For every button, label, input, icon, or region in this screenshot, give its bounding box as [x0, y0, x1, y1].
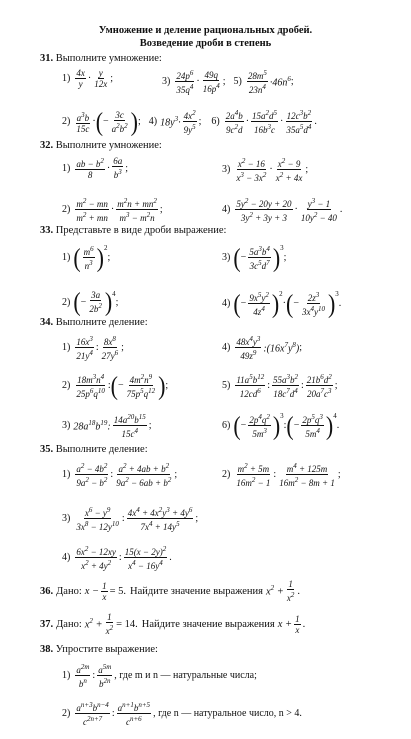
problem-35-heading — [40, 444, 148, 455]
problem-36: 36. Дано: x − $\frac{1}{x}$ = 5. Найдите значение выражения $x^2$ + $\frac{1}{x^2}$ . — [40, 579, 300, 603]
problem-32-row1: 1) ab − $b^2$ 8 · 6a $b^3$ ; — [62, 156, 129, 180]
problem-32-number: 32. — [40, 140, 54, 151]
problem-35-text: Выполните деление: — [55, 444, 148, 455]
problem-34-row2: 2) $18m^3n^4$ $25p^6q^{10}$ : ( − $4m^2n^9$ $75p^5q^{12}$ ) ; — [62, 369, 169, 400]
problem-32-row2: 2) $m^2$ − mn $m^2$ + mn · $m^2n + mn^2$ $m^3 - m^2n$ ; — [62, 197, 163, 223]
problem-31-row2: 2) $a^3b$ 15c · ( − 3c $a^2b^2$ ) ; 4) $18y^3\cdot$ $4x^2$ $9y^5$ ; 6) $2a^4b$ $9c^2d$ · $15a^2d^5$ $16b^3c$ · $12c^3b^2$ $35a^5d^4$ . — [62, 105, 317, 136]
problem-37-given: Дано: — [56, 618, 82, 630]
problem-38-heading — [40, 644, 158, 655]
problem-36-cond: = 5. — [109, 585, 127, 597]
problem-34-row3b: 6) ( − $2p^4q^2$ $5m^3$ ) $^3$ : ( − $2p^5q^3$ $5m^4$ ) $^4$ . — [222, 409, 340, 440]
problem-36-number: 36. — [40, 585, 54, 597]
problem-37-number: 37. — [40, 618, 54, 630]
problem-31-row1b: 3) $24p^6$ $35q^4$ · 49q $16p^4$ ; 5) $28m^5$ $23n^4$ $\cdot 46n^6$ ; — [162, 69, 294, 95]
problem-34-row3: 3) $28a^{18}b^{19}$: $14a^{20}b^{15}$ $15c^4$ ; — [62, 413, 152, 439]
problem-38-row2: 2) $a^{n+3}b^{n-4}$ $c^{2n+7}$ : $a^{n+1}b^{n+5}$ $c^{n+6}$ , где n — натуральное число, n > 4. — [62, 701, 302, 727]
problem-38-number: 38. — [40, 644, 54, 655]
problem-34-heading — [40, 317, 148, 328]
problem-34-row1: 1) $16x^3$ $21y^4$ : $8x^8$ $27y^6$ ; — [62, 335, 124, 361]
problem-36-find: Найдите значение выражения — [130, 585, 263, 597]
page-title-line1: Умножение и деление рациональных дробей. — [98, 25, 313, 36]
problem-35-row1b: 2) $m^2 + 5m$ $16m^2 - 1$ : $m^4 + 125m$ $16m^2 - 8m + 1$ ; — [222, 462, 341, 488]
problem-38-item2-note: , где n — натуральное число, n > 4. — [153, 708, 302, 719]
problem-35-number: 35. — [40, 444, 54, 455]
problem-31-text: Выполните умножение: — [55, 53, 162, 64]
problem-34-row1b: 4) $48x^4y^3$ $49z^9$ $:(16x^7y^8)$ ; — [222, 335, 303, 361]
problem-36-given: Дано: — [56, 585, 82, 597]
problem-31-row1: 1) 4x y · y 12x ; — [62, 68, 113, 89]
problem-34-number: 34. — [40, 317, 54, 328]
problem-34-text: Выполните деление: — [55, 317, 148, 328]
problem-37-cond: = 14. — [116, 618, 138, 630]
problem-33-row2: 2) ( − 3a $2b^2$ ) $^4$ ; — [62, 286, 119, 317]
problem-33-text: Представьте в виде дроби выражение: — [55, 225, 227, 236]
problem-34-row2b: 5) $11a^5b^{12}$ $12cd^6$ : $55a^3b^2$ $18c^7d^4$ : $21b^6d^2$ $20a^7c^3$ ; — [222, 373, 338, 399]
page-title-line2: Возведение дроби в степень — [139, 38, 272, 49]
problem-31-heading — [40, 53, 162, 64]
problem-38-row1: 1) $a^{2m}$ $b^n$ : $a^{5m}$ $b^{2n}$ , где m и n — натуральные числа; — [62, 663, 257, 689]
problem-38-text: Упростите выражение: — [55, 644, 158, 655]
problem-35-row1: 1) $a^2 - 4b^2$ $9a^2 - b^2$ : $a^2 + 4ab + b^2$ $9a^2 - 6ab + b^2$ ; — [62, 462, 178, 488]
problem-38-item1-note: , где m и n — натуральные числа; — [114, 670, 257, 681]
problem-35-row3: 3) $x^6 - y^9$ $3x^8 - 12y^{10}$ : $4x^4 + 4x^2y^3 + 4y^6$ $7x^4 + 14y^5$ ; — [62, 506, 199, 532]
problem-32-text: Выполните умножение: — [55, 140, 162, 151]
problem-31-number: 31. — [40, 53, 54, 64]
problem-37: 37. Дано: $x^2$ + $\frac{1}{x^2}$ = 14. Найдите значение выражения x + $\frac{1}{x}$ . — [40, 612, 306, 636]
problem-37-find: Найдите значение выражения — [141, 618, 275, 630]
problem-33-row2b: 4) ( − $9x^5y^2$ $4z^4$ ) $^2$ · ( − $2z^3$ $3x^4y^{10}$ ) $^3$ . — [222, 287, 342, 318]
problem-33-heading — [40, 225, 226, 236]
problem-33-number: 33. — [40, 225, 54, 236]
problem-32-row2b: 4) $5y^2 - 20y + 20$ $3y^2 + 3y + 3$ · $y^3 - 1$ $10y^2 - 40$ . — [222, 197, 343, 223]
problem-35-row4: 4) $6x^2 - 12xy$ $x^2 + 4y^2$ : $15(x - 2y)^2$ $x^4 - 16y^4$ . — [62, 545, 172, 571]
problem-32-row1b: 3) $x^2 - 16$ $x^3 - 3x^2$ · $x^2 - 9$ $x^2 + 4x$ ; — [222, 157, 309, 183]
problem-33-row1: 1) ( $m^6$ $n^3$ ) $^2$ ; — [62, 241, 111, 272]
problem-32-heading — [40, 140, 162, 151]
problem-33-row1b: 3) ( − $5a^3b^4$ $3c^5d^7$ ) $^3$ ; — [222, 241, 287, 272]
